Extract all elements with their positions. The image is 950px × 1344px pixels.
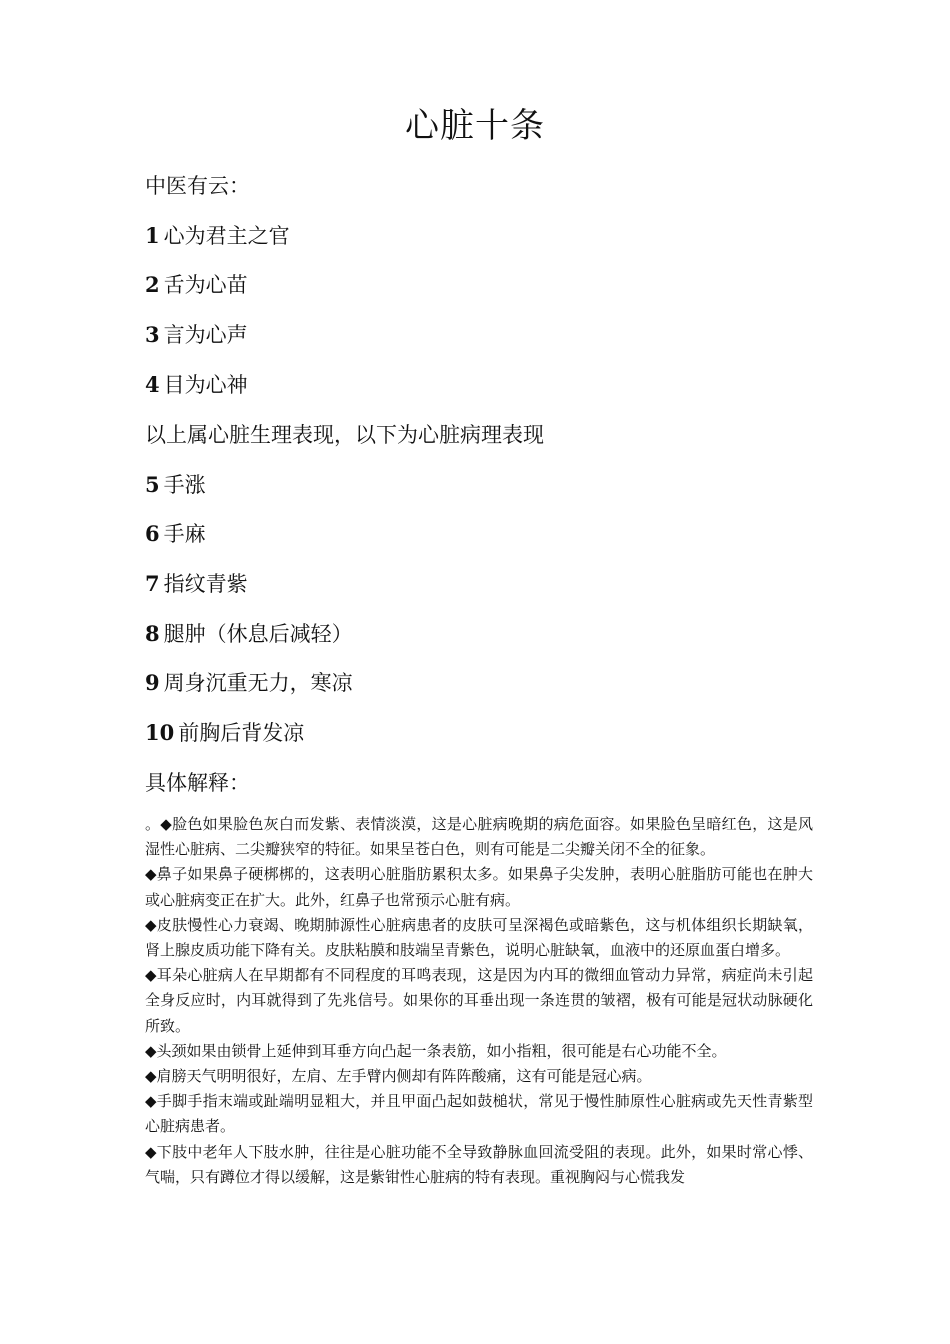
intro-line: 中医有云： xyxy=(145,174,250,198)
explanation-body xyxy=(145,812,813,1190)
item-number: 7 xyxy=(145,571,160,596)
item-text: 目为心神 xyxy=(163,373,248,397)
item-text: 手涨 xyxy=(163,473,206,497)
explain-heading: 具体解释： xyxy=(145,771,250,795)
explanation-ear: ◆耳朵心脏病人在早期都有不同程度的耳鸣表现，这是因为内耳的微细血管动力异常，病症尚未引起全身反应时，内耳就得到了先兆信号。如果你的耳垂出现一条连贯的皱褶，极有可能是冠状动脉硬化所致。 xyxy=(145,966,813,1035)
list-item-1 xyxy=(145,222,290,250)
item-text: 言为心声 xyxy=(163,323,248,347)
item-number: 1 xyxy=(145,223,160,248)
item-number: 4 xyxy=(145,372,160,397)
transition-line: 以上属心脏生理表现，以下为心脏病理表现 xyxy=(145,423,544,447)
explanation-neck: ◆头颈如果由锁骨上延伸到耳垂方向凸起一条表筋，如小指粗，很可能是右心功能不全。 xyxy=(145,1041,727,1060)
item-text: 腿肿（休息后减轻） xyxy=(163,622,353,646)
list-item-5 xyxy=(145,471,206,499)
explanation-face: 。◆脸色如果脸色灰白而发紫、表情淡漠，这是心脏病晚期的病危面容。如果脸色呈暗红色，这是风湿性心脏病、二尖瓣狭窄的特征。如果呈苍白色，则有可能是二尖瓣关闭不全的征象。 xyxy=(145,815,813,859)
list-item-9 xyxy=(145,669,353,697)
document-title: 心脏十条 xyxy=(405,106,545,146)
explanation-skin: ◆皮肤慢性心力衰竭、晚期肺源性心脏病患者的皮肤可呈深褐色或暗紫色，这与机体组织长期缺氧，肾上腺皮质功能下降有关。皮肤粘膜和肢端呈青紫色，说明心脏缺氧，血液中的还原血蛋白增多。 xyxy=(145,915,813,960)
item-text: 心为君主之官 xyxy=(163,224,290,248)
list-item-8 xyxy=(145,620,353,648)
list-item-6 xyxy=(145,520,206,548)
item-number: 3 xyxy=(145,322,160,347)
item-number: 10 xyxy=(145,720,175,745)
list-item-4 xyxy=(145,371,248,399)
explanation-lower-limbs: ◆下肢中老年人下肢水肿，往往是心脏功能不全导致静脉血回流受阻的表现。此外，如果时常心悸、气喘，只有蹲位才得以缓解，这是紫钳性心脏病的特有表现。重视胸闷与心慌我发 xyxy=(145,1142,813,1186)
item-text: 指纹青紫 xyxy=(163,572,248,596)
item-number: 2 xyxy=(145,272,160,297)
list-item-7 xyxy=(145,570,248,598)
item-number: 8 xyxy=(145,621,160,646)
explanation-shoulder: ◆肩膀天气明明很好，左肩、左手臂内侧却有阵阵酸痛，这有可能是冠心病。 xyxy=(145,1067,652,1086)
list-item-2 xyxy=(145,271,248,299)
item-text: 手麻 xyxy=(163,522,206,546)
explanation-hands-feet: ◆手脚手指末端或趾端明显粗大，并且甲面凸起如鼓槌状，常见于慢性肺原性心脏病或先天性青紫型心脏病患者。 xyxy=(145,1092,813,1136)
item-text: 前胸后背发凉 xyxy=(178,721,305,745)
item-text: 周身沉重无力，寒凉 xyxy=(163,671,353,695)
item-number: 5 xyxy=(145,472,160,497)
item-number: 9 xyxy=(145,670,160,695)
list-item-3 xyxy=(145,321,248,349)
list-item-10 xyxy=(145,719,304,747)
item-text: 舌为心苗 xyxy=(163,273,248,297)
explanation-nose: ◆鼻子如果鼻子硬梆梆的，这表明心脏脂肪累积太多。如果鼻子尖发肿，表明心脏脂肪可能也在肿大或心脏病变正在扩大。此外，红鼻子也常预示心脏有病。 xyxy=(145,865,813,909)
item-number: 6 xyxy=(145,521,160,546)
